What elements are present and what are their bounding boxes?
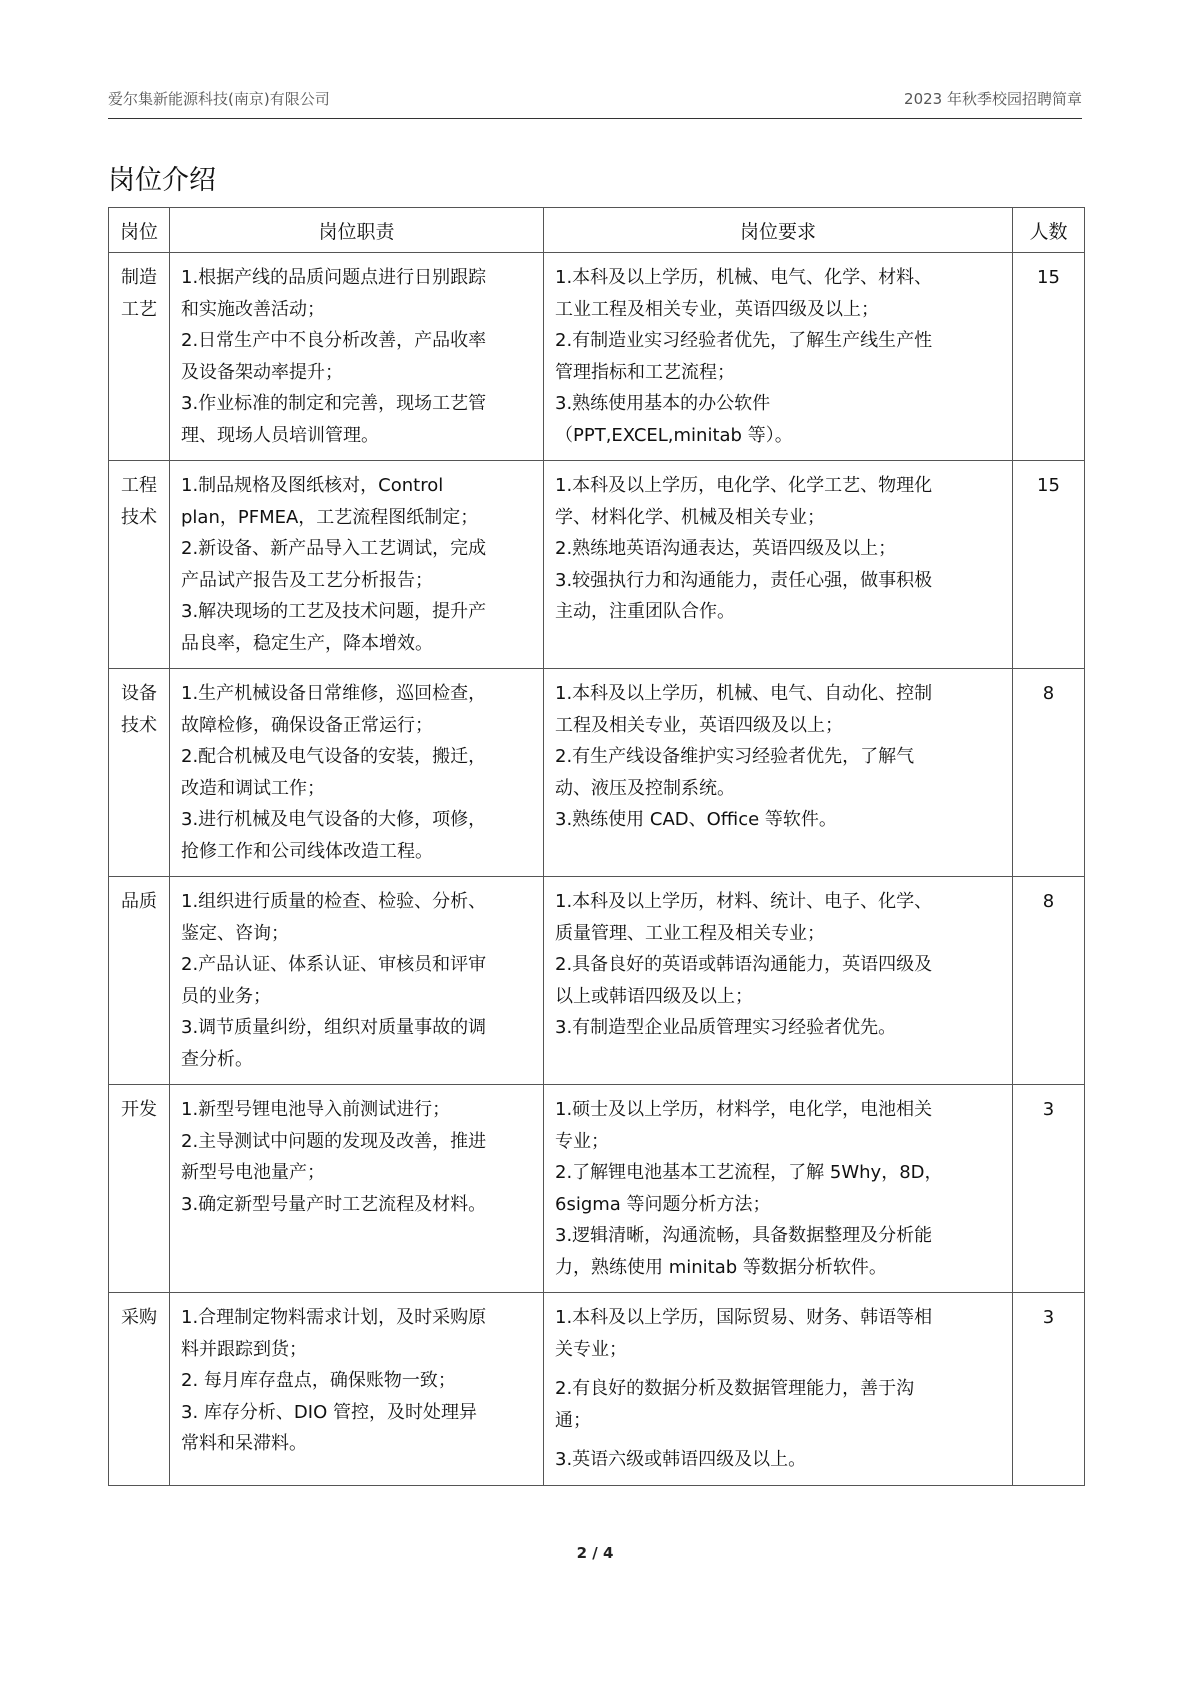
count-cell: 8 — [1013, 669, 1085, 877]
requirements-cell-line: 3.熟练使用基本的办公软件 — [555, 393, 771, 414]
requirements-cell — [544, 1085, 1013, 1293]
position-cell-line: 工艺 — [121, 298, 157, 320]
requirements-cell-line: 6sigma 等问题分析方法； — [555, 1193, 771, 1215]
duties-cell-line: 料并跟踪到货； — [181, 1338, 307, 1360]
duties-cell — [170, 253, 544, 461]
position-cell-line: 设备 — [121, 683, 157, 704]
requirements-cell-line: 3.英语六级或韩语四级及以上。 — [555, 1449, 807, 1470]
duties-cell-line: 3.进行机械及电气设备的大修，项修， — [181, 809, 487, 830]
requirements-cell-line: 1.硕士及以上学历，材料学，电化学，电池相关 — [555, 1099, 933, 1120]
position-cell-line: 采购 — [121, 1307, 157, 1328]
count-cell: 8 — [1013, 877, 1085, 1085]
position-cell-line: 技术 — [121, 506, 157, 528]
duties-cell-line: 员的业务； — [181, 985, 271, 1007]
count-cell: 15 — [1013, 253, 1085, 461]
position-cell-line: 技术 — [121, 714, 157, 736]
position-cell-line: 工程 — [121, 475, 157, 496]
position-cell — [109, 1293, 170, 1486]
requirements-cell-line: 工业工程及相关专业，英语四级及以上； — [555, 298, 879, 320]
count-cell: 3 — [1013, 1293, 1085, 1486]
duties-cell-line: 3.确定新型号量产时工艺流程及材料。 — [181, 1193, 487, 1215]
header-duties: 岗位职责 — [170, 208, 544, 253]
duties-cell-line: 2. 每月库存盘点，确保账物一致； — [181, 1370, 456, 1391]
duties-cell-line: 和实施改善活动； — [181, 298, 325, 320]
requirements-cell-line: 工程及相关专业，英语四级及以上； — [555, 714, 843, 736]
duties-cell-line: 抢修工作和公司线体改造工程。 — [181, 840, 433, 862]
requirements-cell-line: 1.本科及以上学历，国际贸易、财务、韩语等相 — [555, 1307, 933, 1328]
requirements-cell-line: 2.有良好的数据分析及数据管理能力，善于沟 — [555, 1378, 915, 1399]
position-cell — [109, 1085, 170, 1293]
requirements-cell-line: 1.本科及以上学历，电化学、化学工艺、物理化 — [555, 475, 933, 496]
requirements-cell-line: （PPT,EXCEL,minitab 等）。 — [555, 424, 793, 446]
requirements-cell-line: 1.本科及以上学历，机械、电气、自动化、控制 — [555, 683, 933, 704]
count-cell: 3 — [1013, 1085, 1085, 1293]
requirements-cell-line: 学、材料化学、机械及相关专业； — [555, 506, 825, 528]
requirements-cell-line: 3.有制造型企业品质管理实习经验者优先。 — [555, 1017, 897, 1038]
requirements-cell-line: 3.较强执行力和沟通能力，责任心强，做事积极 — [555, 569, 933, 591]
duties-cell-line: 1.制品规格及图纸核对，Control — [181, 475, 444, 496]
duties-cell-line: 3.解决现场的工艺及技术问题，提升产 — [181, 601, 487, 622]
duties-cell-line: 查分析。 — [181, 1048, 253, 1070]
requirements-cell-line: 2.了解锂电池基本工艺流程，了解 5Why，8D， — [555, 1162, 943, 1183]
position-cell-line: 品质 — [121, 891, 157, 912]
duties-cell-line: plan，PFMEA，工艺流程图纸制定； — [181, 506, 479, 528]
section-title: 岗位介绍 — [108, 165, 216, 196]
position-cell — [109, 669, 170, 877]
duties-cell-line: 故障检修，确保设备正常运行； — [181, 714, 433, 736]
table-body — [109, 253, 1085, 1486]
duties-cell-line: 2.配合机械及电气设备的安装，搬迁， — [181, 746, 487, 767]
requirements-cell-line: 3.逻辑清晰，沟通流畅，具备数据整理及分析能 — [555, 1225, 933, 1246]
table-row — [109, 461, 1085, 669]
duties-cell-line: 2.主导测试中问题的发现及改善，推进 — [181, 1130, 487, 1152]
position-cell — [109, 253, 170, 461]
position-cell — [109, 877, 170, 1085]
duties-cell-line: 2.新设备、新产品导入工艺调试，完成 — [181, 538, 487, 559]
document-title: 2023 年秋季校园招聘简章 — [904, 90, 1082, 108]
requirements-cell-line: 1.本科及以上学历，材料、统计、电子、化学、 — [555, 891, 933, 912]
table-row — [109, 669, 1085, 877]
duties-cell-line: 常料和呆滞料。 — [181, 1433, 307, 1454]
requirements-cell-line: 通； — [555, 1409, 591, 1431]
duties-cell-line: 及设备架动率提升； — [181, 361, 343, 383]
count-cell: 15 — [1013, 461, 1085, 669]
requirements-cell-line: 动、液压及控制系统。 — [555, 777, 735, 799]
duties-cell — [170, 669, 544, 877]
duties-cell-line: 1.生产机械设备日常维修，巡回检查， — [181, 683, 487, 704]
duties-cell-line: 产品试产报告及工艺分析报告； — [181, 569, 433, 591]
requirements-cell-line: 关专业； — [555, 1338, 627, 1360]
duties-cell — [170, 877, 544, 1085]
requirements-cell — [544, 877, 1013, 1085]
duties-cell — [170, 1085, 544, 1293]
duties-cell-line: 3.作业标准的制定和完善，现场工艺管 — [181, 393, 487, 414]
requirements-cell — [544, 669, 1013, 877]
requirements-cell-line: 质量管理、工业工程及相关专业； — [555, 922, 825, 944]
requirements-cell-line: 2.具备良好的英语或韩语沟通能力，英语四级及 — [555, 954, 933, 975]
table-header-row — [109, 208, 1085, 253]
duties-cell-line: 1.新型号锂电池导入前测试进行； — [181, 1099, 451, 1120]
page-number: 2 / 4 — [576, 1544, 614, 1562]
table-row — [109, 877, 1085, 1085]
table-row — [109, 253, 1085, 461]
requirements-cell-line: 以上或韩语四级及以上； — [555, 985, 753, 1007]
requirements-cell-line: 力，熟练使用 minitab 等数据分析软件。 — [555, 1256, 887, 1278]
duties-cell-line: 改造和调试工作； — [181, 777, 325, 799]
requirements-cell-line: 2.有制造业实习经验者优先，了解生产线生产性 — [555, 330, 933, 351]
duties-cell-line: 新型号电池量产； — [181, 1162, 325, 1183]
duties-cell — [170, 461, 544, 669]
requirements-cell-line: 专业； — [555, 1130, 609, 1152]
requirements-cell-line: 主动，注重团队合作。 — [555, 601, 735, 622]
position-cell — [109, 461, 170, 669]
header-count: 人数 — [1013, 208, 1085, 253]
duties-cell-line: 理、现场人员培训管理。 — [181, 424, 379, 446]
duties-cell — [170, 1293, 544, 1486]
duties-cell-line: 鉴定、咨询； — [181, 922, 289, 944]
page-header — [108, 88, 1082, 119]
duties-cell-line: 1.组织进行质量的检查、检验、分析、 — [181, 891, 487, 912]
duties-cell-line: 3.调节质量纠纷，组织对质量事故的调 — [181, 1017, 487, 1038]
position-cell-line: 制造 — [121, 267, 157, 288]
company-name: 爱尔集新能源科技(南京)有限公司 — [108, 90, 330, 108]
requirements-cell — [544, 253, 1013, 461]
duties-cell-line: 2.产品认证、体系认证、审核员和评审 — [181, 954, 487, 975]
requirements-cell-line: 2.有生产线设备维护实习经验者优先，了解气 — [555, 746, 915, 767]
table-row — [109, 1293, 1085, 1486]
header-requirements: 岗位要求 — [544, 208, 1013, 253]
header-position: 岗位 — [109, 208, 170, 253]
table-row — [109, 1085, 1085, 1293]
duties-cell-line: 品良率，稳定生产，降本增效。 — [181, 632, 433, 654]
requirements-cell-line: 3.熟练使用 CAD、Office 等软件。 — [555, 809, 837, 830]
duties-cell-line: 1.合理制定物料需求计划，及时采购原 — [181, 1307, 487, 1328]
requirements-cell — [544, 461, 1013, 669]
requirements-cell — [544, 1293, 1013, 1486]
duties-cell-line: 1.根据产线的品质问题点进行日别跟踪 — [181, 267, 487, 288]
requirements-cell-line: 1.本科及以上学历，机械、电气、化学、材料、 — [555, 267, 933, 288]
positions-table — [108, 207, 1085, 1486]
duties-cell-line: 3. 库存分析、DIO 管控，及时处理异 — [181, 1401, 477, 1423]
duties-cell-line: 2.日常生产中不良分析改善，产品收率 — [181, 330, 487, 351]
requirements-cell-line: 管理指标和工艺流程； — [555, 361, 735, 383]
position-cell-line: 开发 — [121, 1099, 157, 1120]
requirements-cell-line: 2.熟练地英语沟通表达，英语四级及以上； — [555, 538, 897, 559]
